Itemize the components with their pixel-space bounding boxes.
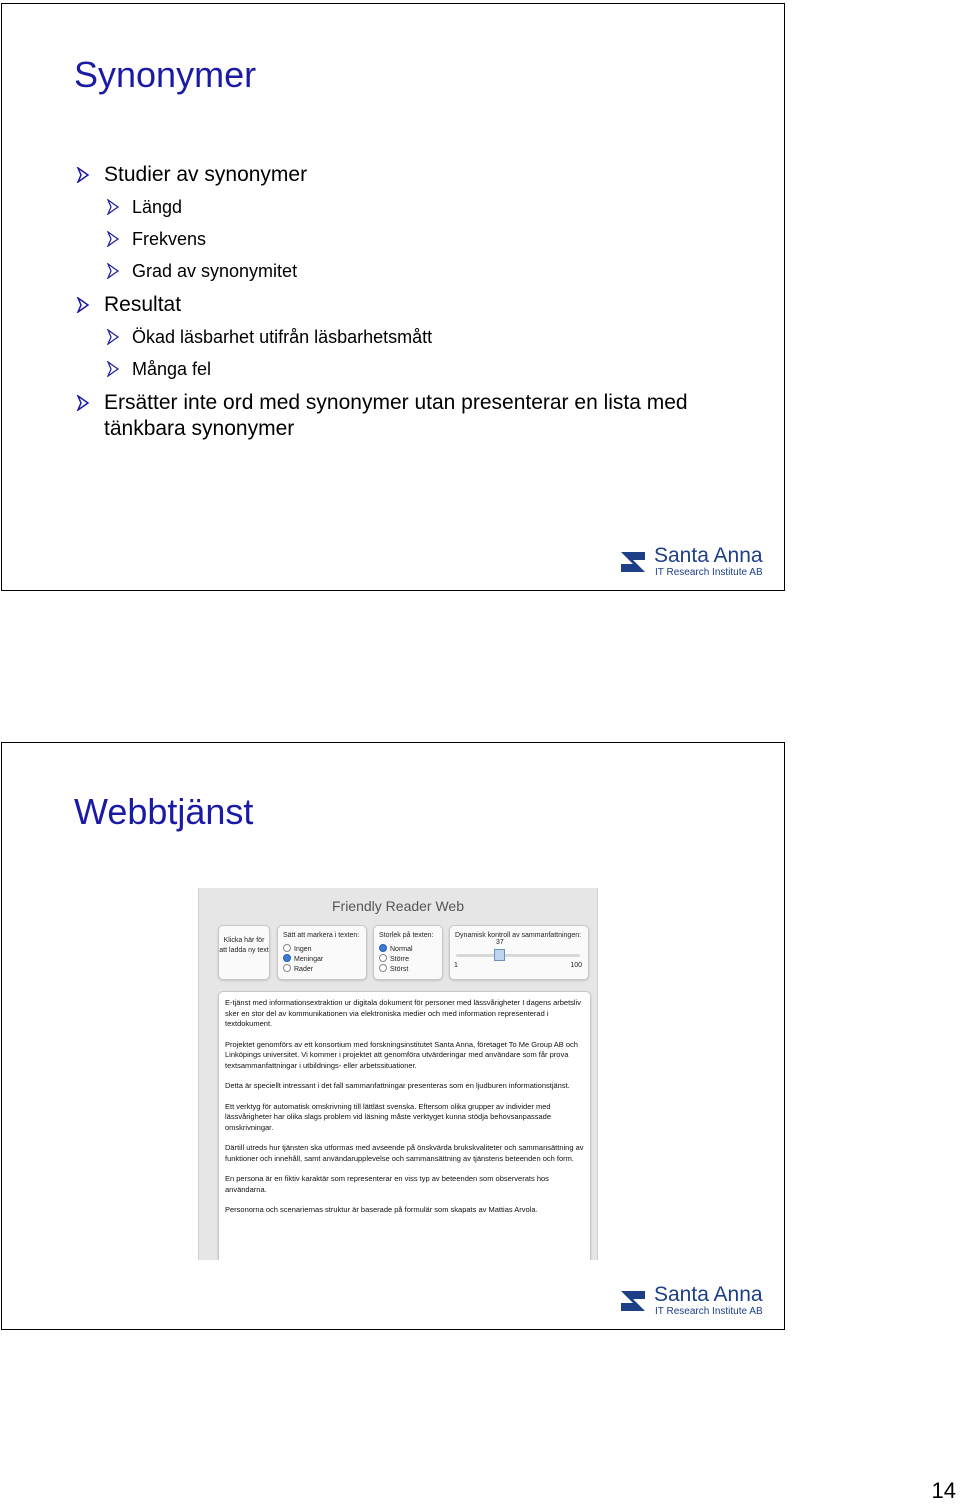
- summary-heading: Dynamisk kontroll av sammanfattningen:: [455, 932, 582, 939]
- slide-title: Webbtjänst: [74, 791, 254, 832]
- load-text-button[interactable]: Klicka här för att ladda ny text: [218, 925, 270, 980]
- arrow-bullet-icon: [106, 199, 120, 215]
- arrow-bullet-icon: [106, 263, 120, 279]
- arrow-bullet-icon: [106, 329, 120, 345]
- sub-bullet-item: Grad av synonymitet: [74, 258, 754, 284]
- arrow-bullet-icon: [76, 167, 90, 183]
- slider-min: 1: [454, 962, 458, 969]
- slider-max: 100: [570, 962, 582, 969]
- logo-name: Santa Anna: [654, 1283, 763, 1306]
- radio-icon: [379, 964, 387, 972]
- sub-bullet-item: Ökad läsbarhet utifrån läsbarhetsmått: [74, 324, 754, 350]
- text-paragraph: Detta är speciellt intressant i det fall sammanfattningar presenteras som en ljudburen informationstjänst.: [225, 1081, 570, 1090]
- text-paragraph: Därtill utreds hur tjänsten ska utformas med avseende på önskvärda brukskvaliteter och sammansättning av funktioner och innehåll, samt användarupplevelse och sammansättning av tjänstens beteenden och form.: [225, 1143, 584, 1163]
- bullet-list: [74, 154, 754, 442]
- logo-subtitle: IT Research Institute AB: [655, 567, 763, 578]
- santa-anna-logo: [600, 1277, 770, 1321]
- text-paragraph: E-tjänst med informationsextraktion ur digitala dokument för personer med lässvårigheter I dagens arbetsliv sker en stor del av kommunikationen via elektroniska medier och med information representerad i textdokument.: [225, 998, 582, 1028]
- radio-icon: [379, 954, 387, 962]
- bullet-item: Ersätter inte ord med synonymer utan presenterar en lista med tänkbara synonymer: [74, 390, 754, 442]
- radio-selected-icon: [283, 954, 291, 962]
- radio-meningar[interactable]: Meningar: [283, 954, 323, 964]
- text-paragraph: Ett verktyg för automatisk omskrivning till lättläst svenska. Eftersom olika grupper av individer med lässvårigheter har olika slags problem vid läsning måste verktyget kunna stödja behovsanpassade omskrivningar.: [225, 1101, 552, 1132]
- arrow-bullet-icon: [76, 395, 90, 411]
- slide-title: Synonymer: [74, 54, 257, 95]
- web-app-screenshot: [198, 888, 598, 1260]
- text-paragraph: Projektet genomförs av ett konsortium med forskningsinstitutet Santa Anna, företaget To Me Group AB och Linköpings universitet. Vi kommer i projektet att genomföra utvärderingar med användare som får prova textsammanfattningar i utbildnings- eller arbetssituationer.: [225, 1039, 578, 1070]
- radio-icon: [283, 964, 291, 972]
- radio-ingen[interactable]: Ingen: [283, 944, 312, 954]
- mark-options-heading: Sätt att markera i texten:: [283, 932, 360, 939]
- text-paragraph: Personorna och scenariernas struktur är baserade på formulär som skapats av Mattias Arvola.: [225, 1205, 538, 1214]
- radio-storre[interactable]: Större: [379, 954, 409, 964]
- text-content-panel: [218, 991, 591, 1260]
- radio-selected-icon: [379, 944, 387, 952]
- size-options-heading: Storlek på texten:: [379, 932, 434, 939]
- sub-bullet-item: Frekvens: [74, 226, 754, 252]
- santa-anna-logo: [600, 538, 770, 582]
- bullet-item: Studier av synonymer: [74, 162, 754, 188]
- slider-value: 37: [496, 939, 504, 946]
- sub-bullet-item: Många fel: [74, 356, 754, 382]
- arrow-bullet-icon: [106, 231, 120, 247]
- radio-icon: [283, 944, 291, 952]
- radio-rader[interactable]: Rader: [283, 964, 313, 974]
- summary-slider[interactable]: [456, 954, 580, 957]
- sub-bullet-item: Längd: [74, 194, 754, 220]
- logo-name: Santa Anna: [654, 544, 763, 567]
- radio-storst[interactable]: Störst: [379, 964, 408, 974]
- page-number: 14: [931, 1478, 956, 1503]
- arrow-bullet-icon: [76, 297, 90, 313]
- summary-slider-group: [449, 925, 589, 980]
- app-title: Friendly Reader Web: [331, 898, 465, 914]
- logo-subtitle: IT Research Institute AB: [655, 1306, 763, 1317]
- logo-mark-icon: [619, 1287, 647, 1315]
- arrow-bullet-icon: [106, 361, 120, 377]
- slide-webbtjanst: [1, 742, 785, 1330]
- logo-mark-icon: [619, 548, 647, 576]
- size-options-group: [373, 925, 443, 980]
- mark-options-group: [277, 925, 367, 980]
- radio-normal[interactable]: Normal: [379, 944, 413, 954]
- slide-synonymer: [1, 3, 785, 591]
- slider-handle[interactable]: [494, 949, 505, 961]
- bullet-item: Resultat: [74, 292, 754, 318]
- text-paragraph: En persona är en fiktiv karaktär som representerar en viss typ av beteenden som observerats hos användarna.: [225, 1174, 549, 1194]
